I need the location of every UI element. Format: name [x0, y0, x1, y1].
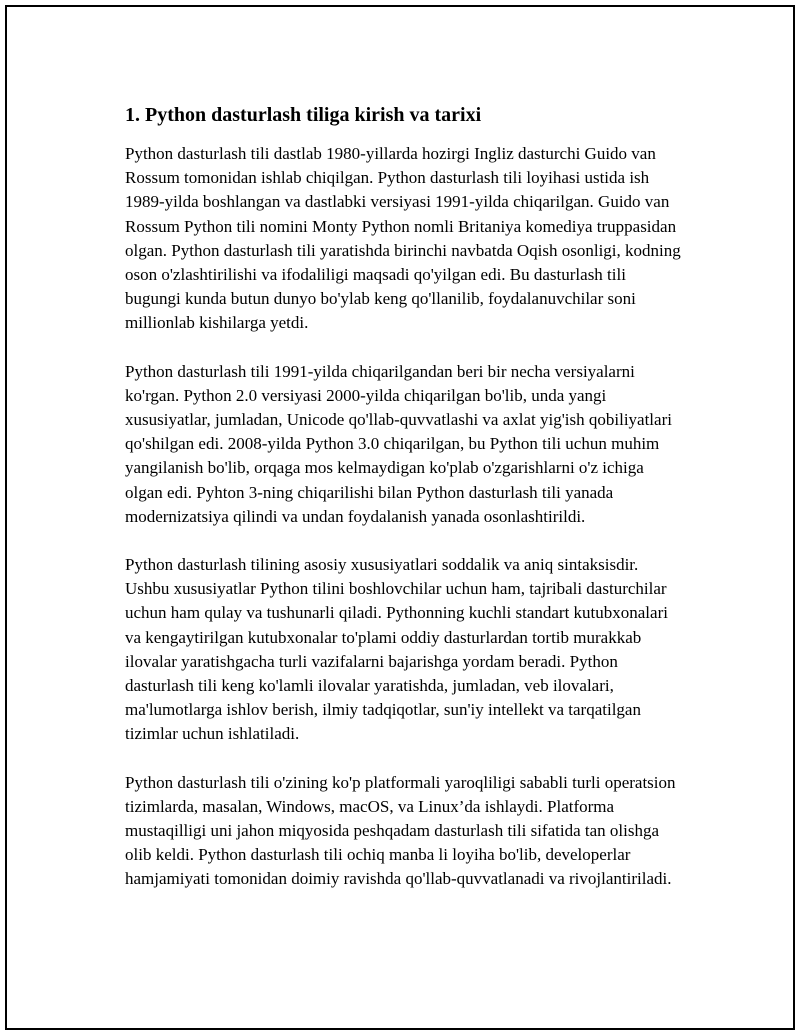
paragraph-features: Python dasturlash tilining asosiy xususiyatlari soddalik va aniq sintaksisdir. Ushbu xususiyatlar Python tilini boshlovchilar uchun ham, tajribali dasturchilar uchun ham qulay va tushunarli qiladi. Pythonning kuchli standart kutubxonalari va kengaytirilgan kutubxonalar to'plami oddiy dasturlardan tortib murakkab ilovalar yaratishgacha turli vazifalarni bajarishga yordam beradi. Python dasturlash tili keng ko'lamli ilovalar yaratishda, jumladan, veb ilovalari, ma'lumotlarga ishlov berish, ilmiy tadqiqotlar, sun'iy intellekt va tarqatilgan tizimlar uchun ishlatiladi. — [125, 555, 668, 744]
paragraph-versions: Python dasturlash tili 1991-yilda chiqarilgandan beri bir necha versiyalarni ko'rgan. Python 2.0 versiyasi 2000-yilda chiqarilgan bo'lib, unda yangi xususiyatlar, jumladan, Unicode qo'llab-quvvatlashi va axlat yig'ish qobiliyatlari qo'shilgan edi. 2008-yilda Python 3.0 chiqarilgan, bu Python tili uchun muhim yangilanish bo'lib, orqaga mos kelmaydigan ko'plab o'zgarishlarni o'z ichiga olgan edi. Pyhton 3-ning chiqarilishi bilan Python dasturlash tili yanada modernizatsiya qilindi va undan foydalanish yanada osonlashtirildi. — [125, 361, 672, 526]
section-heading: 1. Python dasturlash tiliga kirish va tarixi — [125, 104, 482, 126]
page-frame — [5, 5, 795, 1030]
paragraph-history: Python dasturlash tili dastlab 1980-yillarda hozirgi Ingliz dasturchi Guido van Rossum tomonidan ishlab chiqilgan. Python dasturlash tili loyihasi ustida ish 1989-yilda boshlangan va dastlabki versiyasi 1991-yilda chiqarilgan. Guido van Rossum Python tili nomini Monty Python nomli Britaniya komediya truppasidan olgan. Python dasturlash tili yaratishda birinchi navbatda Oqish osonligi, kodning oson o'zlashtirilishi va ifodaliligi maqsadi qo'yilgan edi. Bu dasturlash tili bugungi kunda butun dunyo bo'ylab keng qo'llanilib, foydalanuvchilar soni millionlab kishilarga yetdi. — [125, 144, 681, 333]
paragraph-platforms: Python dasturlash tili o'zining ko'p platformali yaroqliligi sababli turli operatsion tizimlarda, masalan, Windows, macOS, va Linux’da ishlaydi. Platforma mustaqilligi uni jahon miqyosida peshqadam dasturlash tili sifatida tan olishga olib keldi. Python dasturlash tili ochiq manba li loyiha bo'lib, developerlar hamjamiyati tomonidan doimiy ravishda qo'llab-quvvatlanadi va rivojlantiriladi. — [125, 772, 676, 889]
document-body — [125, 102, 685, 916]
